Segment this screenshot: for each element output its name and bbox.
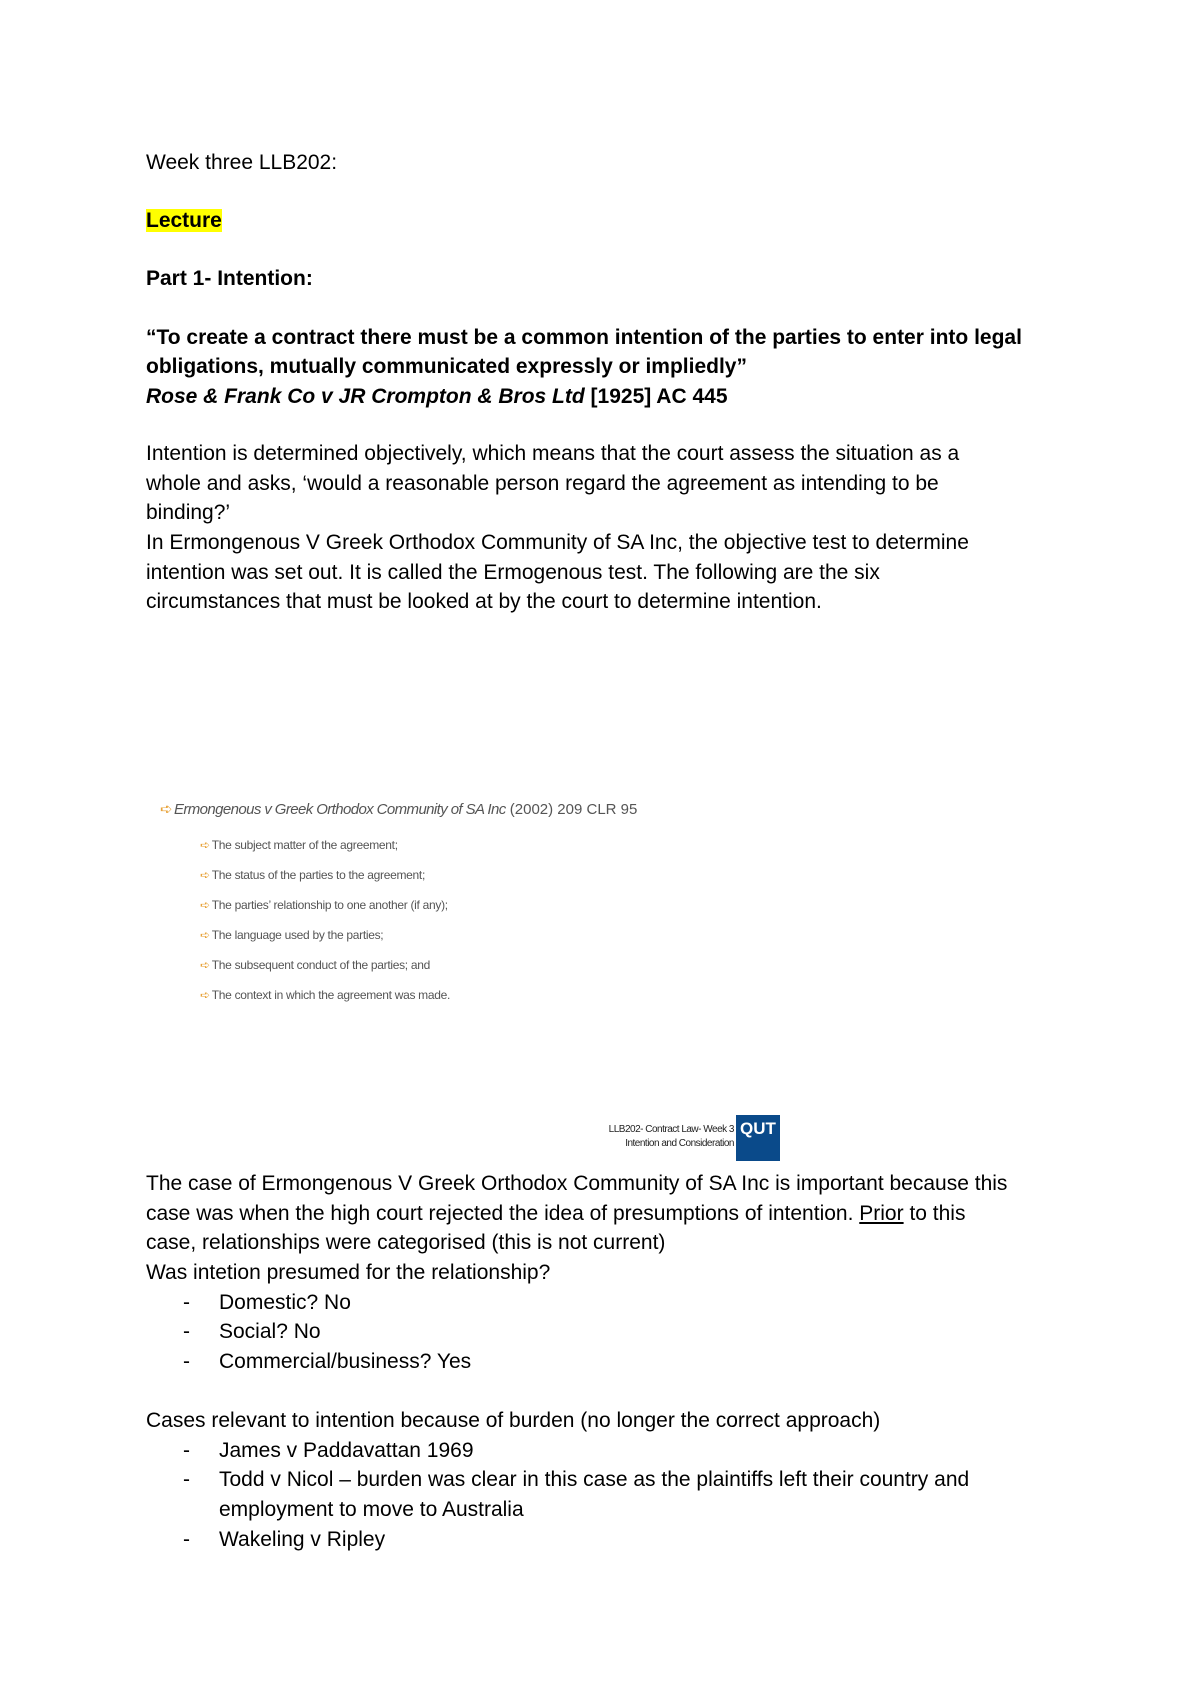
slide-title: [160, 800, 637, 818]
slide-item: ➪ The parties’ relationship to one another (if any);: [200, 898, 448, 912]
list-item-continuation: employment to move to Australia: [219, 1498, 524, 1521]
slide-footer: [560, 1115, 780, 1161]
para1-line-4: In Ermongenous V Greek Orthodox Community of SA Inc, the objective test to determine: [146, 531, 969, 554]
para2-line-4: Was intetion presumed for the relationship?: [146, 1261, 551, 1284]
lecture-highlight: Lecture: [146, 209, 222, 232]
slide-case-cite: (2002) 209 CLR 95: [505, 801, 638, 818]
footer-course: LLB202- Contract Law- Week 3: [608, 1124, 734, 1135]
cases-heading: Cases relevant to intention because of burden (no longer the correct approach): [146, 1409, 881, 1432]
para1-line-5: intention was set out. It is called the Ermogenous test. The following are the six: [146, 561, 880, 584]
bullet-dash: -: [183, 1320, 190, 1343]
bullet-dash: -: [183, 1291, 190, 1314]
case-cite: [1925] AC 445: [584, 385, 728, 408]
case-name: Rose & Frank Co v JR Crompton & Bros Ltd: [146, 385, 585, 408]
arrow-icon: ➪: [200, 988, 210, 1002]
arrow-icon: ➪: [200, 868, 210, 882]
arrow-icon: ➪: [200, 958, 210, 972]
quote-line-2: obligations, mutually communicated expressly or impliedly”: [146, 355, 747, 378]
para1-line-2: whole and asks, ‘would a reasonable person regard the agreement as intending to be: [146, 472, 939, 495]
para1-line-6: circumstances that must be looked at by the court to determine intention.: [146, 590, 822, 613]
para2-line-1: The case of Ermongenous V Greek Orthodox Community of SA Inc is important because this: [146, 1172, 1008, 1195]
prior-underlined: Prior: [859, 1202, 904, 1225]
para1-line-1: Intention is determined objectively, which means that the court assess the situation as a: [146, 442, 960, 465]
slide-item: ➪ The context in which the agreement was made.: [200, 988, 451, 1002]
arrow-icon: ➪: [200, 838, 210, 852]
list-item: Todd v Nicol – burden was clear in this case as the plaintiffs left their country and: [219, 1468, 970, 1491]
list-item: Commercial/business? Yes: [219, 1350, 472, 1373]
bullet-dash: -: [183, 1528, 190, 1551]
para2-line-2: case was when the high court rejected the idea of presumptions of intention. Prior to this: [146, 1202, 966, 1225]
bullet-dash: -: [183, 1350, 190, 1373]
slide-item: ➪ The subject matter of the agreement;: [200, 838, 398, 852]
slide-case-name: Ermongenous v Greek Orthodox Community of SA Inc: [173, 801, 506, 818]
slide-item: ➪ The subsequent conduct of the parties; and: [200, 958, 430, 972]
lecture-label: [146, 206, 222, 236]
arrow-icon: ➪: [200, 928, 210, 942]
bullet-dash: -: [183, 1439, 190, 1462]
para2-line-3: case, relationships were categorised (this is not current): [146, 1231, 666, 1254]
bullet-dash: -: [183, 1468, 190, 1491]
quote-line-1: “To create a contract there must be a common intention of the parties to enter into legal: [146, 326, 1022, 349]
footer-topic: Intention and Consideration: [625, 1138, 734, 1149]
arrow-icon: ➪: [200, 898, 210, 912]
list-item: James v Paddavattan 1969: [219, 1439, 474, 1462]
list-item: Domestic? No: [219, 1291, 351, 1314]
document-title: Week three LLB202:: [146, 151, 338, 174]
slide-item: ➪ The status of the parties to the agreement;: [200, 868, 425, 882]
slide-footer-text: [609, 1123, 734, 1151]
part-heading: Part 1- Intention:: [146, 267, 313, 290]
para1-line-3: binding?’: [146, 501, 231, 524]
list-item: Wakeling v Ripley: [219, 1528, 386, 1551]
list-item: Social? No: [219, 1320, 321, 1343]
qut-logo: QUT: [736, 1115, 780, 1161]
arrow-icon: ➪: [160, 801, 172, 818]
slide-item: ➪ The language used by the parties;: [200, 928, 384, 942]
quote-citation: [146, 382, 728, 412]
